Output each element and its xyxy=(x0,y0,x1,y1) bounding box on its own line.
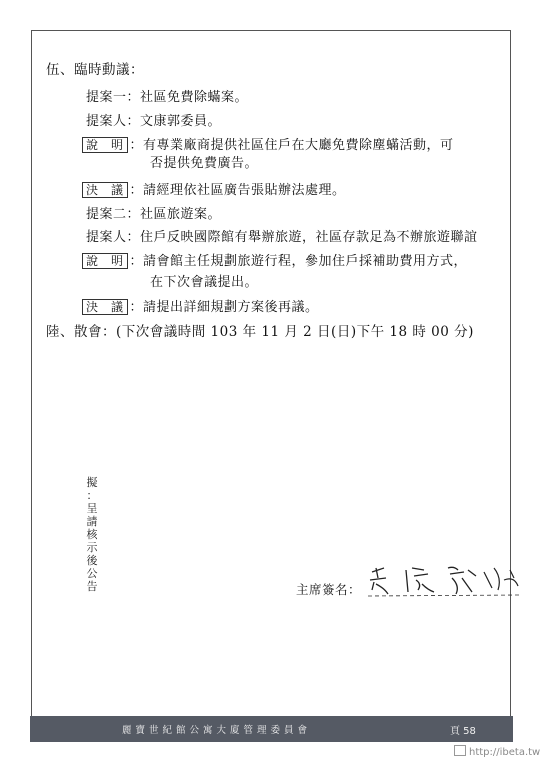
proposal-2-label: 提案二： xyxy=(86,207,141,222)
section-6 xyxy=(46,324,474,340)
handwritten-signature xyxy=(364,558,524,598)
approval-note-vertical xyxy=(85,476,99,593)
approval-char: 示 xyxy=(86,541,98,554)
proposal-1-proposer xyxy=(86,114,221,130)
proposal-2-explanation-line2: 在下次會議提出。 xyxy=(150,275,259,290)
proposer-name: 文康郭委員。 xyxy=(140,114,222,129)
approval-char: 請 xyxy=(86,515,98,528)
approval-char: 擬 xyxy=(86,476,98,489)
section-6-title: 陸、散會： xyxy=(46,324,116,340)
resolution-text: ：請提出詳細規劃方案後再議。 xyxy=(129,300,319,315)
section-5-title: 伍、臨時動議： xyxy=(46,62,144,78)
page-number: 頁 58 xyxy=(450,726,476,737)
resolution-label-box: 決 議 xyxy=(82,299,128,315)
explain-text-line1: ：有專業廠商提供社區住戶在大廳免費除塵蟎活動，可 xyxy=(129,138,454,153)
footer-bar xyxy=(30,716,513,742)
explain-label-box: 說 明 xyxy=(82,137,128,153)
proposal-1-explanation xyxy=(82,137,454,154)
approval-char: 公 xyxy=(86,567,98,580)
explain-text-line1: ：請會館主任規劃旅遊行程，參加住戶採補助費用方式， xyxy=(129,254,468,269)
site-logo-icon xyxy=(454,745,466,756)
proposal-2-proposer xyxy=(86,230,478,246)
approval-char: 呈 xyxy=(86,502,98,515)
proposal-2-resolution xyxy=(82,299,319,316)
resolution-label-box: 決 議 xyxy=(82,182,128,198)
proposal-1-label: 提案一： xyxy=(86,90,141,105)
approval-char: ： xyxy=(86,489,98,502)
watermark-url: http://ibeta.tw xyxy=(469,747,541,758)
footer-title: 麗寶世紀館公寓大廈管理委員會 xyxy=(122,725,312,736)
explain-label-box: 說 明 xyxy=(82,253,128,269)
resolution-text: ：請經理依社區廣告張貼辦法處理。 xyxy=(129,183,346,198)
adjournment-text: (下次會議時間 103 年 11 月 2 日(日)下午 18 時 00 分) xyxy=(116,324,474,340)
proposal-1-text: 社區免費除蟎案。 xyxy=(140,90,249,105)
proposal-1 xyxy=(86,90,248,106)
approval-char: 告 xyxy=(86,580,98,593)
proposer-label: 提案人： xyxy=(86,114,141,129)
proposal-2 xyxy=(86,207,221,223)
approval-char: 後 xyxy=(86,554,98,567)
proposal-1-explanation-line2: 否提供免費廣告。 xyxy=(150,156,259,171)
proposer-label: 提案人： xyxy=(86,230,141,245)
proposal-2-text: 社區旅遊案。 xyxy=(140,207,222,222)
proposer-text: 住戶反映國際館有舉辦旅遊，社區存款足為不辦旅遊聯誼 xyxy=(140,230,478,245)
page-frame xyxy=(31,30,511,718)
chair-signature-label: 主席簽名： xyxy=(296,582,362,597)
proposal-2-explanation xyxy=(82,253,467,270)
approval-char: 核 xyxy=(86,528,98,541)
watermark xyxy=(454,745,540,758)
proposal-1-resolution xyxy=(82,182,346,199)
